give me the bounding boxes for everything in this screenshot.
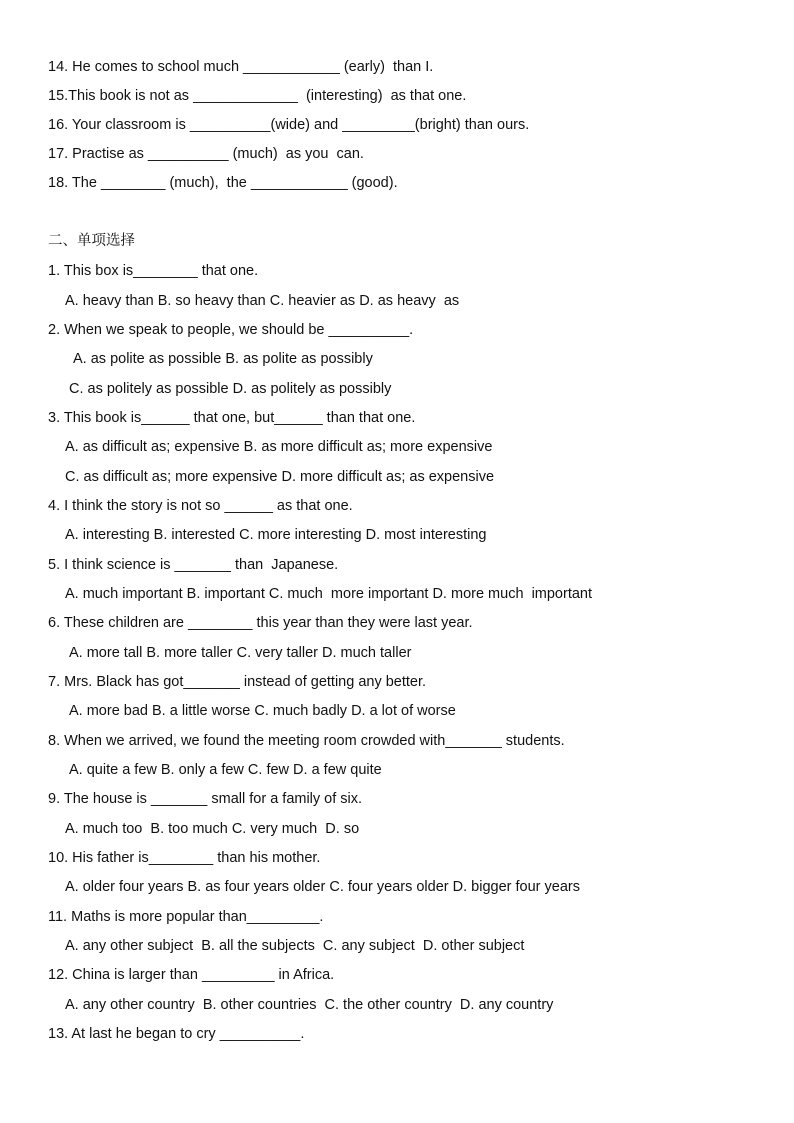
question-6-options: A. more tall B. more taller C. very taller D. much taller bbox=[69, 645, 412, 661]
fill-in-item-18: 18. The ________ (much), the ____________ (good). bbox=[48, 175, 398, 191]
question-3-options-1: A. as difficult as; expensive B. as more difficult as; more expensive bbox=[65, 439, 493, 455]
question-8-options: A. quite a few B. only a few C. few D. a few quite bbox=[69, 762, 382, 778]
question-10-options: A. older four years B. as four years older C. four years older D. bigger four years bbox=[65, 879, 580, 895]
fill-in-item-15: 15.This book is not as _____________ (interesting) as that one. bbox=[48, 88, 467, 104]
question-7-options: A. more bad B. a little worse C. much badly D. a lot of worse bbox=[69, 703, 456, 719]
question-5-options: A. much important B. important C. much more important D. more much important bbox=[65, 586, 593, 602]
question-11-options: A. any other subject B. all the subjects C. any subject D. other subject bbox=[65, 938, 525, 954]
fill-in-item-14: 14. He comes to school much ____________ (early) than I. bbox=[48, 59, 434, 75]
question-11-stem: 11. Maths is more popular than_________. bbox=[48, 909, 324, 925]
question-12-stem: 12. China is larger than _________ in Africa. bbox=[48, 967, 335, 983]
question-2-stem: 2. When we speak to people, we should be __________. bbox=[48, 322, 414, 338]
question-1-stem: 1. This box is________ that one. bbox=[48, 263, 259, 279]
question-1-options: A. heavy than B. so heavy than C. heavier as D. as heavy as bbox=[65, 293, 460, 309]
question-5-stem: 5. I think science is _______ than Japanese. bbox=[48, 557, 339, 573]
question-2-options-1: A. as polite as possible B. as polite as possibly bbox=[73, 351, 373, 367]
question-4-stem: 4. I think the story is not so ______ as that one. bbox=[48, 498, 353, 514]
question-6-stem: 6. These children are ________ this year than they were last year. bbox=[48, 615, 473, 631]
question-3-stem: 3. This book is______ that one, but______ than that one. bbox=[48, 410, 416, 426]
question-12-options: A. any other country B. other countries C. the other country D. any country bbox=[65, 997, 554, 1013]
question-13-stem: 13. At last he began to cry __________. bbox=[48, 1026, 305, 1042]
fill-in-item-16: 16. Your classroom is __________(wide) and _________(bright) than ours. bbox=[48, 117, 530, 133]
question-9-options: A. much too B. too much C. very much D. so bbox=[65, 821, 360, 837]
question-4-options: A. interesting B. interested C. more interesting D. most interesting bbox=[65, 527, 487, 543]
question-8-stem: 8. When we arrived, we found the meeting room crowded with_______ students. bbox=[48, 733, 565, 749]
question-3-options-2: C. as difficult as; more expensive D. more difficult as; as expensive bbox=[65, 469, 495, 485]
question-2-options-2: C. as politely as possible D. as politely as possibly bbox=[69, 381, 392, 397]
section-title: 二、单项选择 bbox=[48, 233, 135, 249]
question-9-stem: 9. The house is _______ small for a family of six. bbox=[48, 791, 363, 807]
fill-in-item-17: 17. Practise as __________ (much) as you can. bbox=[48, 146, 364, 162]
question-10-stem: 10. His father is________ than his mother. bbox=[48, 850, 321, 866]
question-7-stem: 7. Mrs. Black has got_______ instead of getting any better. bbox=[48, 674, 427, 690]
